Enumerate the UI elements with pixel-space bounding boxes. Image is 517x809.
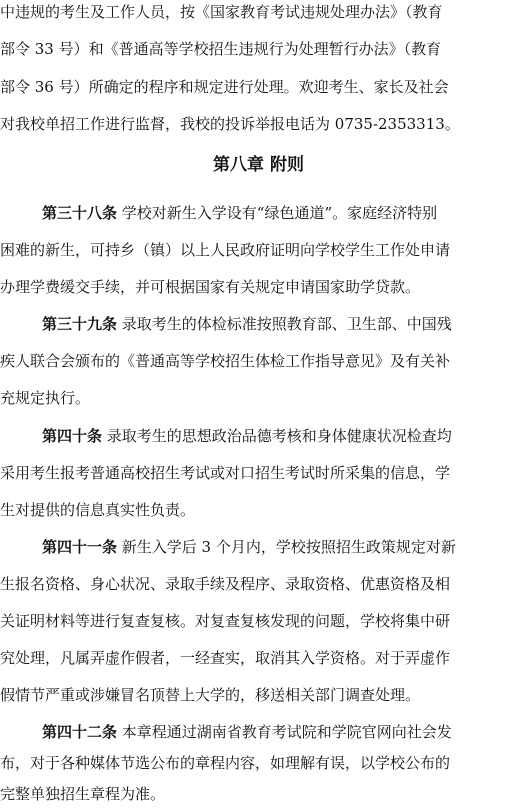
- article-text: 本章程通过湖南省教育考试院和学院官网向社会发: [117, 723, 452, 741]
- article-40-first-line: [42, 425, 517, 447]
- article-41-line: 生报名资格、身心状况、录取手续及程序、录取资格、优惠资格及相: [0, 575, 451, 593]
- intro-line: 对我校单招工作进行监督，我校的投诉举报电话为 0735-2353313。: [0, 115, 460, 133]
- article-42-line: 完整单独招生章程为准。: [0, 785, 166, 803]
- article-41-line: 假情节严重或涉嫌冒名顶替上大学的，移送相关部门调查处理。: [0, 686, 421, 704]
- article-38-line: 困难的新生，可持乡（镇）以上人民政府证明向学校学生工作处申请: [0, 241, 451, 259]
- intro-line: 部令 36 号）所确定的程序和规定进行处理。欢迎考生、家长及社会: [0, 78, 449, 96]
- article-39-line: 充规定执行。: [0, 389, 91, 407]
- chapter-title: 第八章 附则: [213, 155, 304, 175]
- article-42-line: 布，对于各种媒体节选公布的章程内容，如理解有误，以学校公布的: [0, 754, 451, 772]
- article-39-first-line: [42, 313, 517, 335]
- article-41-first-line: [42, 536, 517, 558]
- article-number: 第四十二条: [42, 723, 118, 741]
- article-number: 第四十条: [42, 427, 103, 445]
- article-38-line: 办理学费缓交手续，并可根据国家有关规定申请国家助学贷款。: [0, 278, 421, 296]
- article-42-first-line: [42, 721, 517, 743]
- intro-line: 部令 33 号）和《普通高等学校招生违规行为处理暂行办法》（教育: [0, 40, 442, 58]
- article-text: 新生入学后 3 个月内，学校按照招生政策规定对新: [117, 538, 456, 556]
- article-number: 第三十九条: [42, 315, 118, 333]
- article-text: 录取考生的体检标准按照教育部、卫生部、中国残: [117, 315, 452, 333]
- article-41-line: 究处理，凡属弄虚作假者，一经查实，取消其入学资格。对于弄虚作: [0, 649, 451, 667]
- article-39-line: 疾人联合会颁布的《普通高等学校招生体检工作指导意见》及有关补: [0, 352, 451, 370]
- article-40-line: 生对提供的信息真实性负责。: [0, 501, 196, 519]
- article-number: 第四十一条: [42, 538, 118, 556]
- article-41-line: 关证明材料等进行复查复核。对复查复核发现的问题，学校将集中研: [0, 612, 451, 630]
- article-38-first-line: [42, 202, 517, 224]
- article-40-line: 采用考生报考普通高校招生考试或对口招生考试时所采集的信息，学: [0, 464, 451, 482]
- article-text: 录取考生的思想政治品德考核和身体健康状况检查均: [102, 427, 452, 445]
- intro-line: 中违规的考生及工作人员，按《国家教育考试违规处理办法》（教育: [0, 3, 443, 21]
- article-number: 第三十八条: [42, 204, 118, 222]
- article-text: 学校对新生入学设有“绿色通道”。家庭经济特别: [117, 204, 438, 222]
